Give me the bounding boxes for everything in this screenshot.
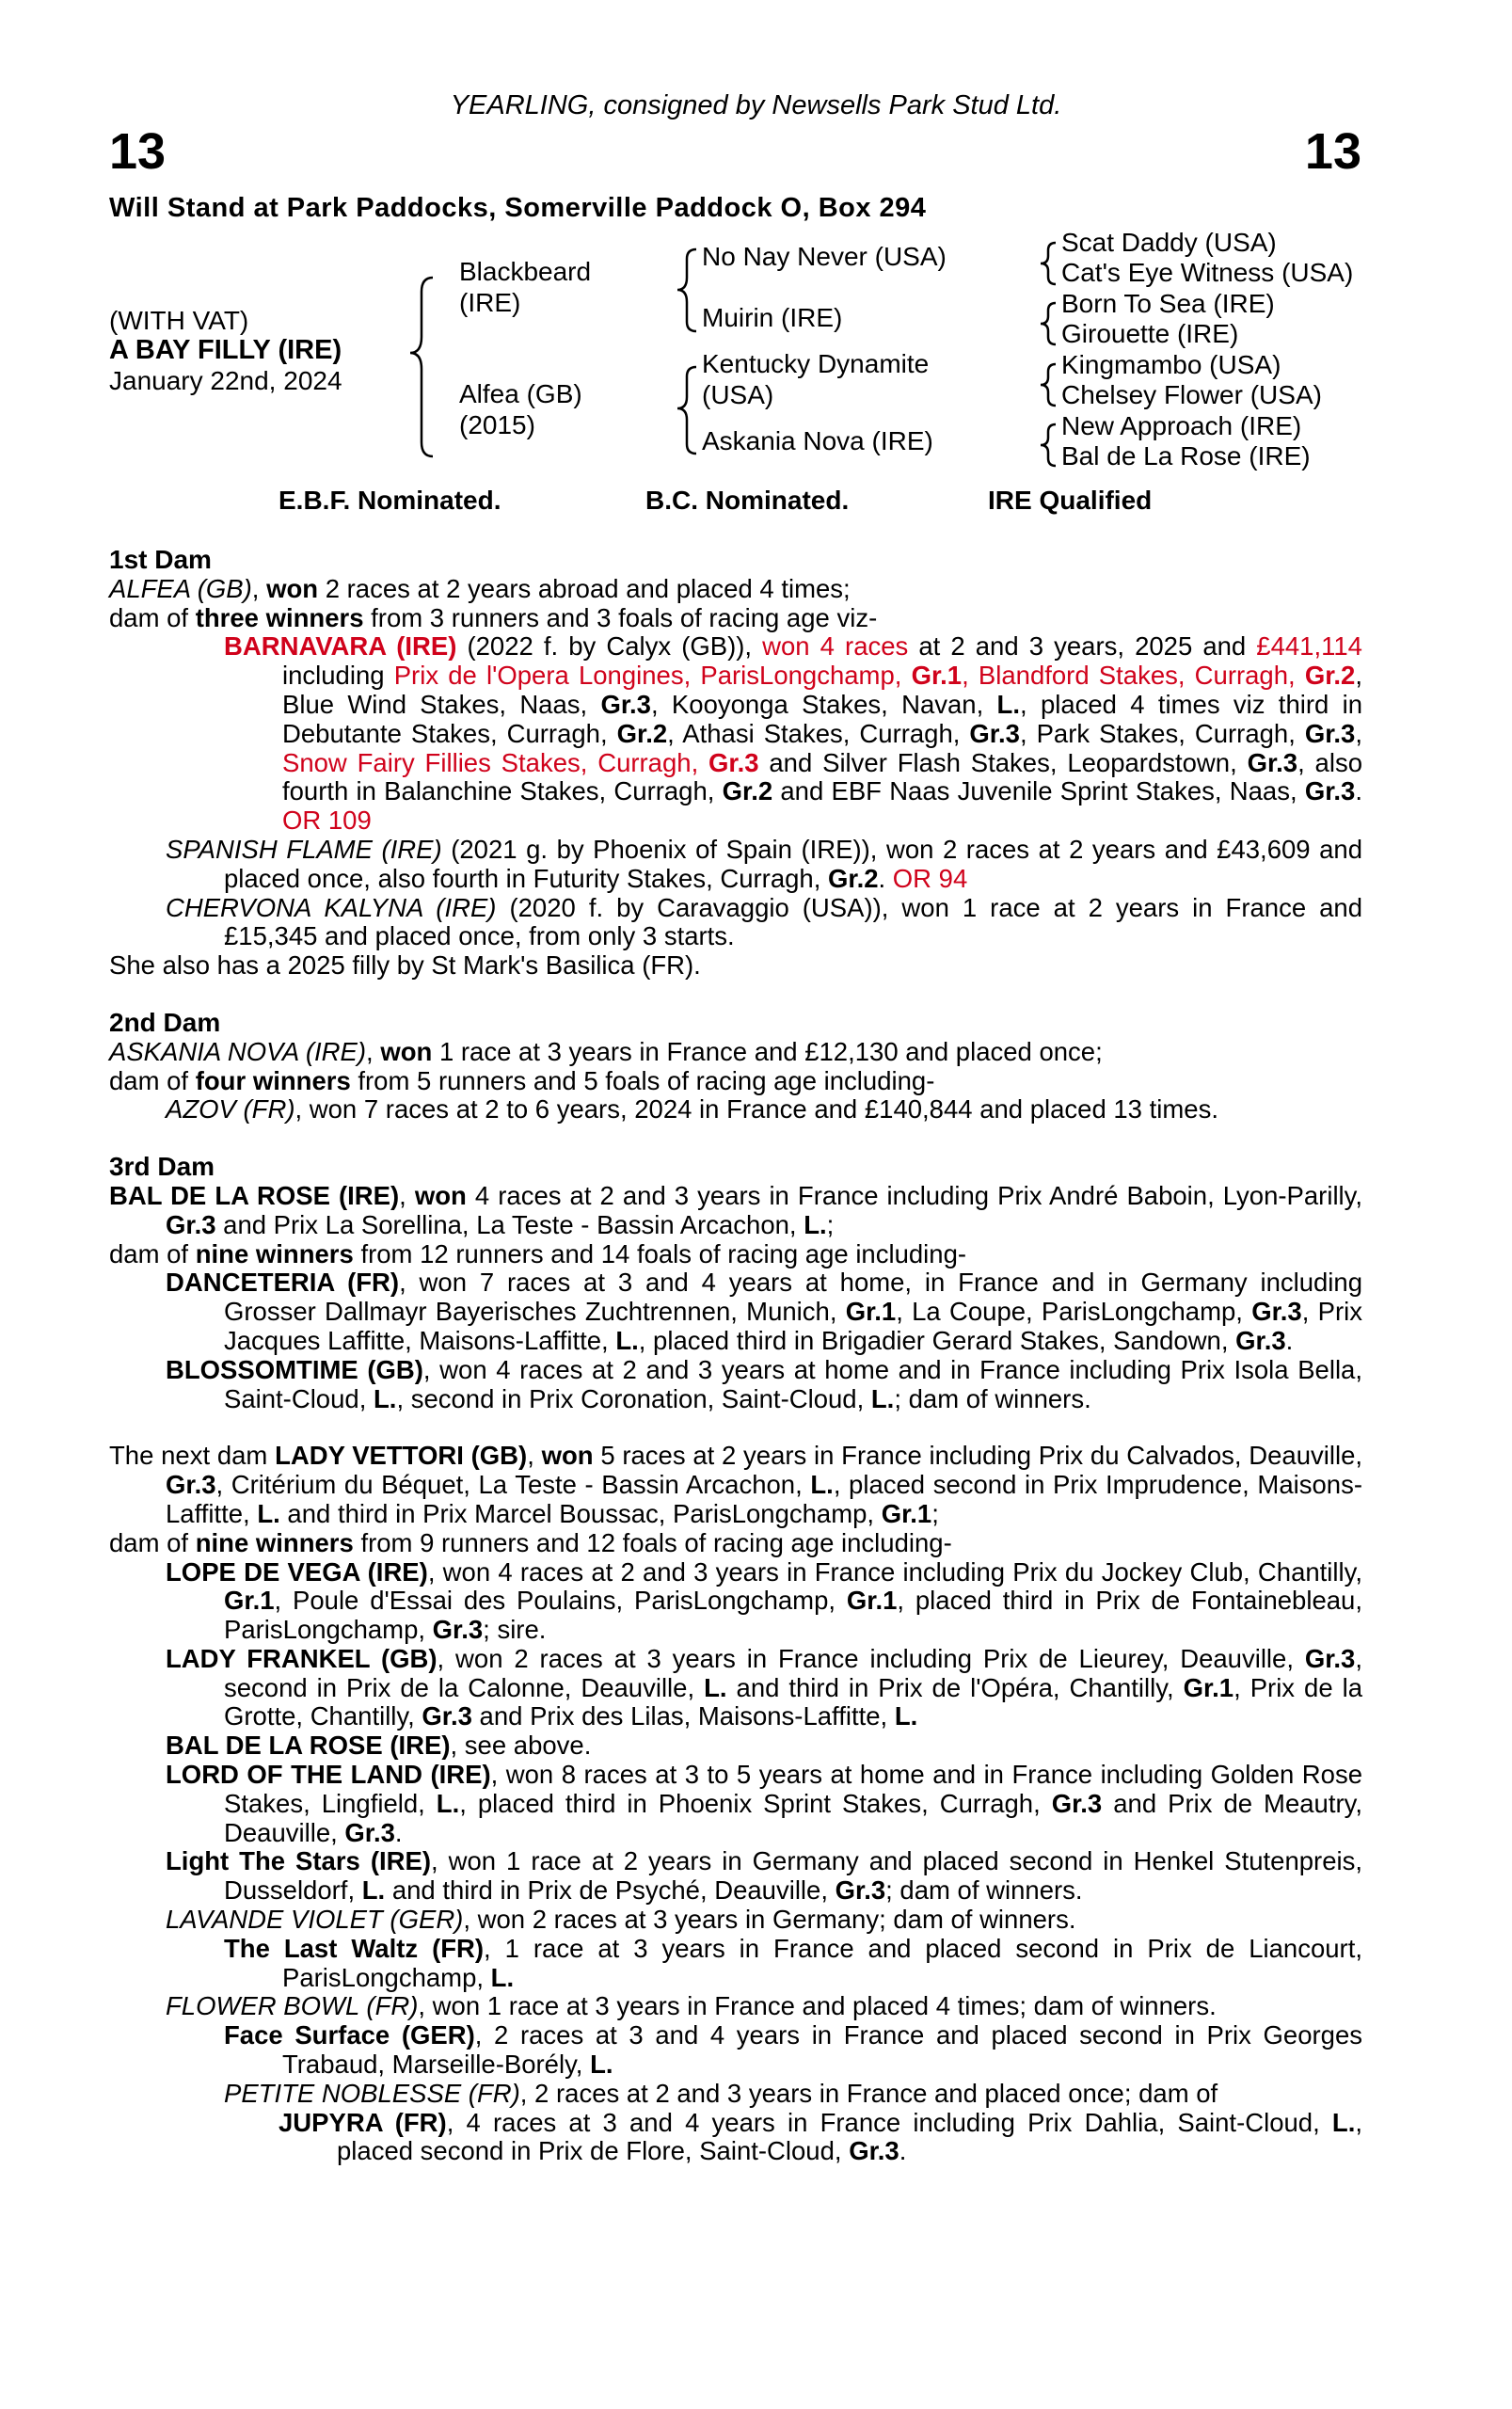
produce-lady-frankel: LADY FRANKEL (GB), won 2 races at 3 years in France including Prix de Lieurey, Deauville, Gr.3, second in Prix de la Calonne, Deauville, L. and third in Prix de l'Opéra, Chantilly, Gr.1, Prix de la Grotte, Chantilly, Gr.3 and Prix des Lilas, Maisons-Laffitte, L. xyxy=(166,1643,1362,1731)
second-dam-line: ASKANIA NOVA (IRE), won 1 race at 3 years in France and £12,130 and placed once; xyxy=(109,1036,1103,1066)
next-dam-line: The next dam LADY VETTORI (GB), won 5 races at 2 years in France including Prix du Calvados, Deauville, Gr.3, Critérium du Béquet, La Teste - Bassin Arcachon, L., placed second in Prix Imprudence, Maisons-Laffitte, L. and third in Prix Marcel Boussac, ParisLongchamp, Gr.1; xyxy=(109,1441,1363,1528)
vat-label: (WITH VAT) xyxy=(109,306,249,335)
ped-ddd: Bal de La Rose (IRE) xyxy=(1061,441,1311,471)
next-dam-produce: dam of nine winners from 9 runners and 12 foals of racing age including- xyxy=(109,1527,952,1557)
produce-lope-de-vega: LOPE DE VEGA (IRE), won 4 races at 2 and 3 years in France including Prix du Jockey Club, Chantilly, Gr.1, Poule d'Essai des Poulains, ParisLongchamp, Gr.1, placed third in Prix de Fontainebleau, ParisLongchamp, Gr.3; sire. xyxy=(166,1556,1362,1645)
produce-barnavara: BARNAVARA (IRE) (2022 f. by Calyx (GB)), won 4 races at 2 and 3 years, 2025 and £441,114 including Prix de l'Opera Longines, ParisLongchamp, Gr.1, Blandford Stakes, Curragh, Gr.2, Blue Wind Stakes, Naas, Gr.3, Kooyonga Stakes, Navan, L., placed 4 times viz third in Debutante Stakes, Curragh, Gr.2, Athasi Stakes, Curragh, Gr.3, Park Stakes, Curragh, Gr.3, Snow Fairy Fillies Stakes, Curragh, Gr.3 and Silver Flash Stakes, Leopardstown, Gr.3, also fourth in Balanchine Stakes, Curragh, Gr.2 and EBF Naas Juvenile Sprint Stakes, Naas, Gr.3. OR 109 xyxy=(224,631,1363,836)
ped-sss: Scat Daddy (USA) xyxy=(1061,228,1277,257)
produce-lord-of-the-land: LORD OF THE LAND (IRE), won 8 races at 3 to 5 years at home and in France including Golden Rose Stakes, Lingfield, L., placed third in Phoenix Sprint Stakes, Curragh, Gr.3 and Prix de Meautry, Deauville, Gr.3. xyxy=(166,1760,1362,1847)
dam-dam: Askania Nova (IRE) xyxy=(702,426,933,455)
bc-nominated: B.C. Nominated. xyxy=(645,486,850,515)
horse-name: A BAY FILLY (IRE) xyxy=(109,335,342,365)
produce-2025-filly: She also has a 2025 filly by St Mark's Basilica (FR). xyxy=(109,950,701,981)
produce-bal-de-la-rose: BAL DE LA ROSE (IRE), see above. xyxy=(166,1731,592,1761)
second-dam-heading: 2nd Dam xyxy=(109,1007,221,1037)
lot-number-left: 13 xyxy=(109,123,167,180)
third-dam-heading: 3rd Dam xyxy=(109,1152,215,1182)
catalogue-body xyxy=(109,546,1362,2166)
produce-blossomtime: BLOSSOMTIME (GB), won 4 races at 2 and 3 years at home and in France including Prix Isola Bella, Saint-Cloud, L., second in Prix Coronation, Saint-Cloud, L.; dam of winners. xyxy=(166,1354,1362,1413)
third-dam-produce: dam of nine winners from 12 runners and 14 foals of racing age including- xyxy=(109,1238,967,1268)
first-dam-produce: dam of three winners from 3 runners and 3 foals of racing age viz- xyxy=(109,602,878,632)
first-dam-heading: 1st Dam xyxy=(109,545,212,574)
dam-sire-line1: Kentucky Dynamite xyxy=(702,349,930,378)
sire-line2: (IRE) xyxy=(459,288,521,317)
produce-lavande-violet: LAVANDE VIOLET (GER), won 2 races at 3 years in Germany; dam of winners. xyxy=(166,1905,1076,1935)
consignor-line: YEARLING, consigned by Newsells Park Stud Ltd. xyxy=(450,90,1062,120)
produce-flower-bowl: FLOWER BOWL (FR), won 1 race at 3 years in France and placed 4 times; dam of winners. xyxy=(166,1991,1217,2021)
sire-sire: No Nay Never (USA) xyxy=(702,242,947,271)
second-dam-produce: dam of four winners from 5 runners and 5 foals of racing age including- xyxy=(109,1065,935,1095)
stand-location: Will Stand at Park Paddocks, Somerville Paddock O, Box 294 xyxy=(109,193,927,223)
produce-light-the-stars: Light The Stars (IRE), won 1 race at 2 years in Germany and placed second in Henkel Stutenpreis, Dusseldorf, L. and third in Prix de Psyché, Deauville, Gr.3; dam of winners. xyxy=(166,1846,1363,1906)
produce-face-surface: Face Surface (GER), 2 races at 3 and 4 years in France and placed second in Prix Georges Trabaud, Marseille-Borély, L. xyxy=(224,2020,1362,2080)
sire-dam: Muirin (IRE) xyxy=(702,303,843,332)
first-dam-line: ALFEA (GB), won 2 races at 2 years abroad and placed 4 times; xyxy=(109,573,851,603)
ped-dds: New Approach (IRE) xyxy=(1061,411,1302,440)
horse-dob: January 22nd, 2024 xyxy=(109,366,342,395)
ped-ssd: Cat's Eye Witness (USA) xyxy=(1061,258,1354,287)
ped-dsd: Chelsey Flower (USA) xyxy=(1061,380,1322,409)
dam-line1: Alfea (GB) xyxy=(459,379,582,408)
produce-petite-noblesse: PETITE NOBLESSE (FR), 2 races at 2 and 3 years in France and placed once; dam of xyxy=(224,2078,1218,2108)
produce-danceteria: DANCETERIA (FR), won 7 races at 3 and 4 years at home, in France and in Germany including Grosser Dallmayr Bayerisches Zuchtrennen, Munich, Gr.1, La Coupe, ParisLongchamp, Gr.3, Prix Jacques Laffitte, Maisons-Laffitte, L., placed third in Brigadier Gerard Stakes, Sandown, Gr.3. xyxy=(166,1268,1363,1355)
produce-chervona-kalyna: CHERVONA KALYNA (IRE) (2020 f. by Caravaggio (USA)), won 1 race at 2 years in France and £15,345 and placed once, from only 3 starts. xyxy=(166,892,1363,951)
third-dam-line: BAL DE LA ROSE (IRE), won 4 races at 2 and 3 years in France including Prix André Baboin, Lyon-Parilly, Gr.3 and Prix La Sorellina, La Teste - Bassin Arcachon, L.; xyxy=(109,1180,1363,1239)
produce-spanish-flame: SPANISH FLAME (IRE) (2021 g. by Phoenix of Spain (IRE)), won 2 races at 2 years and £43,609 and placed once, also fourth in Futurity Stakes, Curragh, Gr.2. OR 94 xyxy=(166,834,1363,893)
ped-sds: Born To Sea (IRE) xyxy=(1061,289,1275,318)
lot-number-right: 13 xyxy=(1304,123,1361,180)
produce-jupyra: JUPYRA (FR), 4 races at 3 and 4 years in France including Prix Dahlia, Saint-Cloud, L., placed second in Prix de Flore, Saint-Cloud, Gr.3. xyxy=(279,2107,1362,2166)
ped-sdd: Girouette (IRE) xyxy=(1061,319,1239,348)
ire-qualified: IRE Qualified xyxy=(988,486,1153,515)
dam-sire-line2: (USA) xyxy=(702,380,774,409)
ebf-nominated: E.B.F. Nominated. xyxy=(279,486,501,515)
dam-line2: (2015) xyxy=(459,410,535,439)
produce-azov: AZOV (FR), won 7 races at 2 to 6 years, 2024 in France and £140,844 and placed 13 times. xyxy=(166,1094,1218,1125)
ped-dss: Kingmambo (USA) xyxy=(1061,350,1281,379)
sire-line1: Blackbeard xyxy=(459,257,592,286)
produce-the-last-waltz: The Last Waltz (FR), 1 race at 3 years in France and placed second in Prix de Liancourt, ParisLongchamp, L. xyxy=(224,1933,1362,1992)
